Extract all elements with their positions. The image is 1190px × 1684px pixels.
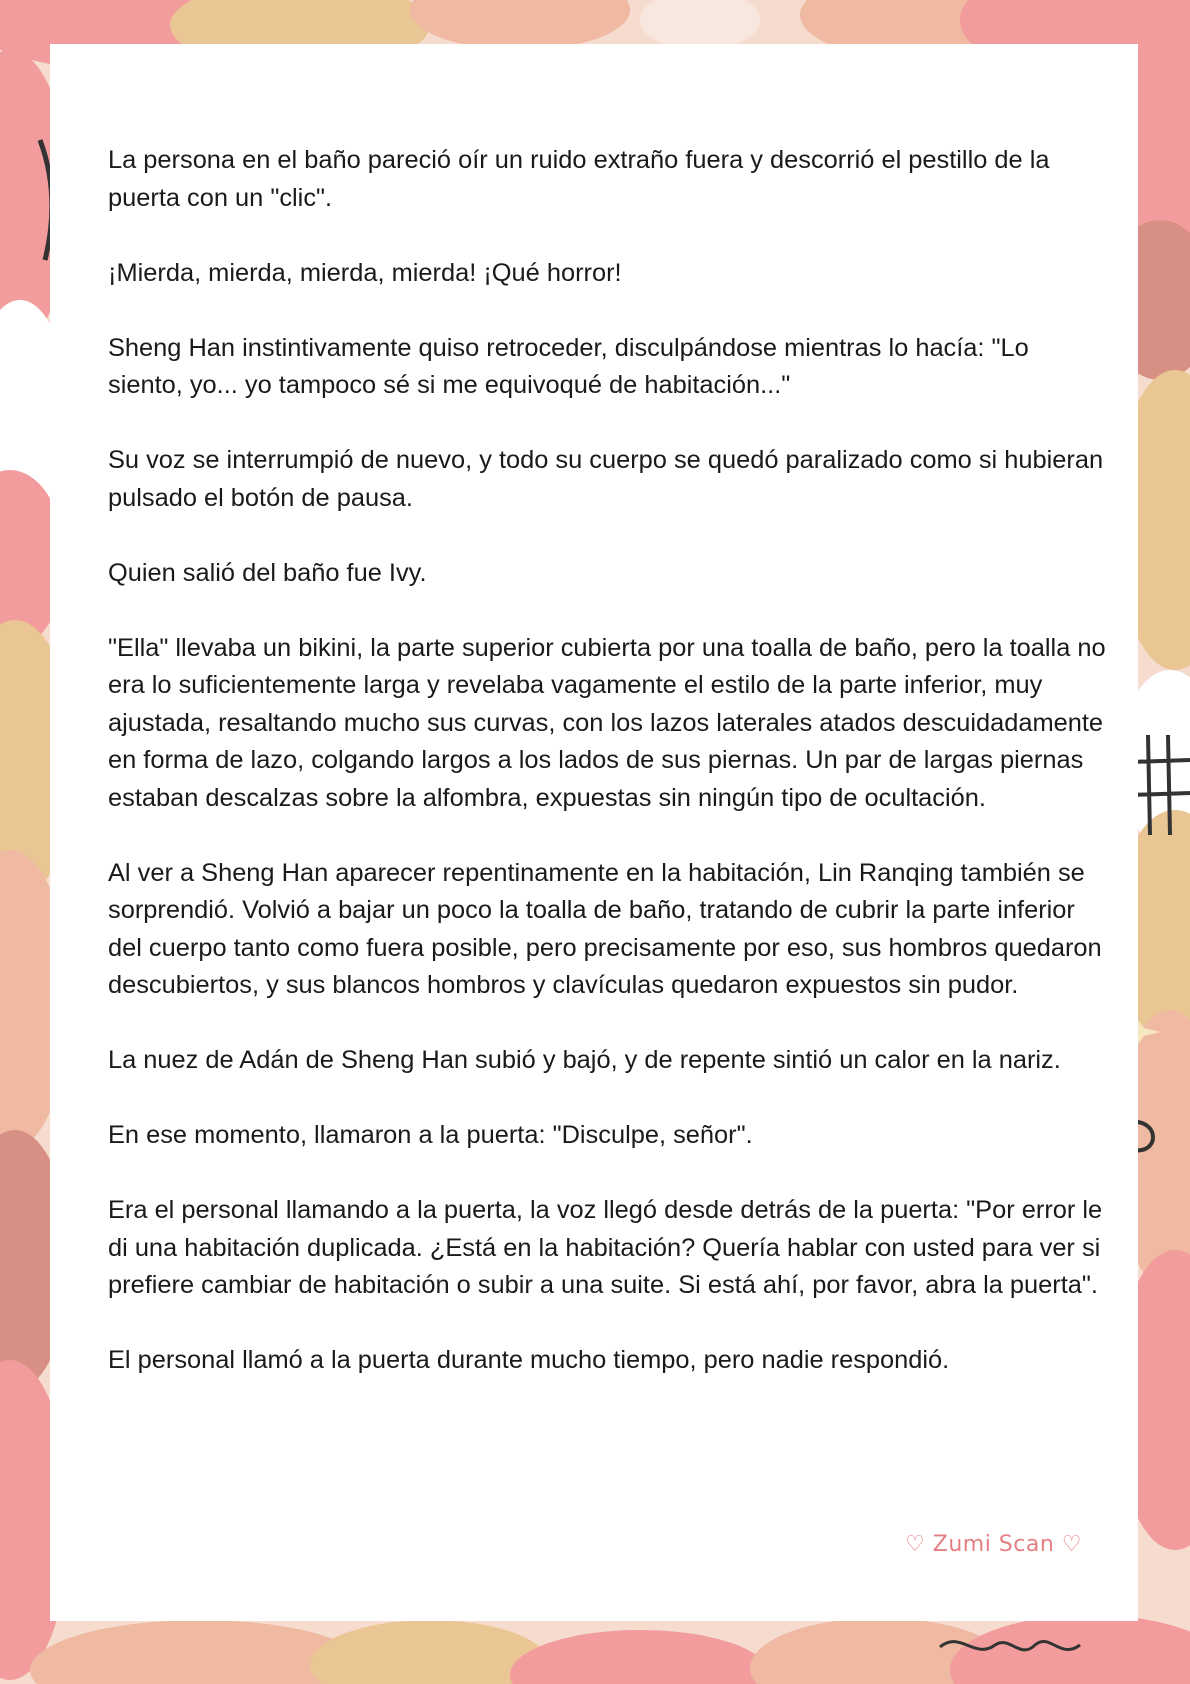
story-text [108,142,1108,1417]
paragraph: Sheng Han instintivamente quiso retroceder, disculpándose mientras lo hacía: "Lo siento, yo... yo tampoco sé si me equivoqué de habitación..." [108,333,1029,399]
paragraph: El personal llamó a la puerta durante mucho tiempo, pero nadie respondió. [108,1346,950,1374]
paragraph: Era el personal llamando a la puerta, la voz llegó desde detrás de la puerta: "Por error le di una habitación duplicada. ¿Está en la habitación? Quería hablar con usted para ver si prefiere cambiar de habitación o subir a una suite. Si está ahí, por favor, abra la puerta". [108,1196,1103,1299]
paragraph: Al ver a Sheng Han aparecer repentinamente en la habitación, Lin Ranqing también se sorprendió. Volvió a bajar un poco la toalla de baño, tratando de cubrir la parte inferior del cuerpo tanto como fuera posible, pero precisamente por eso, sus hombros quedaron descubiertos, y sus blancos hombros y clavículas quedaron expuestos sin pudor. [108,858,1102,999]
page-paper [50,44,1138,1621]
paragraph: Su voz se interrumpió de nuevo, y todo su cuerpo se quedó paralizado como si hubieran pulsado el botón de pausa. [108,446,1104,512]
paragraph: La persona en el baño pareció oír un ruido extraño fuera y descorrió el pestillo de la puerta con un "clic". [108,146,1050,212]
paragraph: La nuez de Adán de Sheng Han subió y bajó, y de repente sintió un calor en la nariz. [108,1046,1061,1074]
scanlator-credit: ♡ Zumi Scan ♡ [905,1532,1082,1557]
paragraph: Quien salió del baño fue Ivy. [108,558,427,587]
paragraph: ¡Mierda, mierda, mierda, mierda! ¡Qué horror! [108,258,622,287]
paragraph: En ese momento, llamaron a la puerta: "Disculpe, señor". [108,1121,753,1149]
paragraph: "Ella" llevaba un bikini, la parte superior cubierta por una toalla de baño, pero la toalla no era lo suficientemente larga y revelaba vagamente el estilo de la parte inferior, muy ajustada, resaltando mucho sus curvas, con los lazos laterales atados descuidadamente en forma de lazo, colgando largos a los lados de sus piernas. Un par de largas piernas estaban descalzas sobre la alfombra, expuestas sin ningún tipo de ocultación. [108,633,1106,812]
